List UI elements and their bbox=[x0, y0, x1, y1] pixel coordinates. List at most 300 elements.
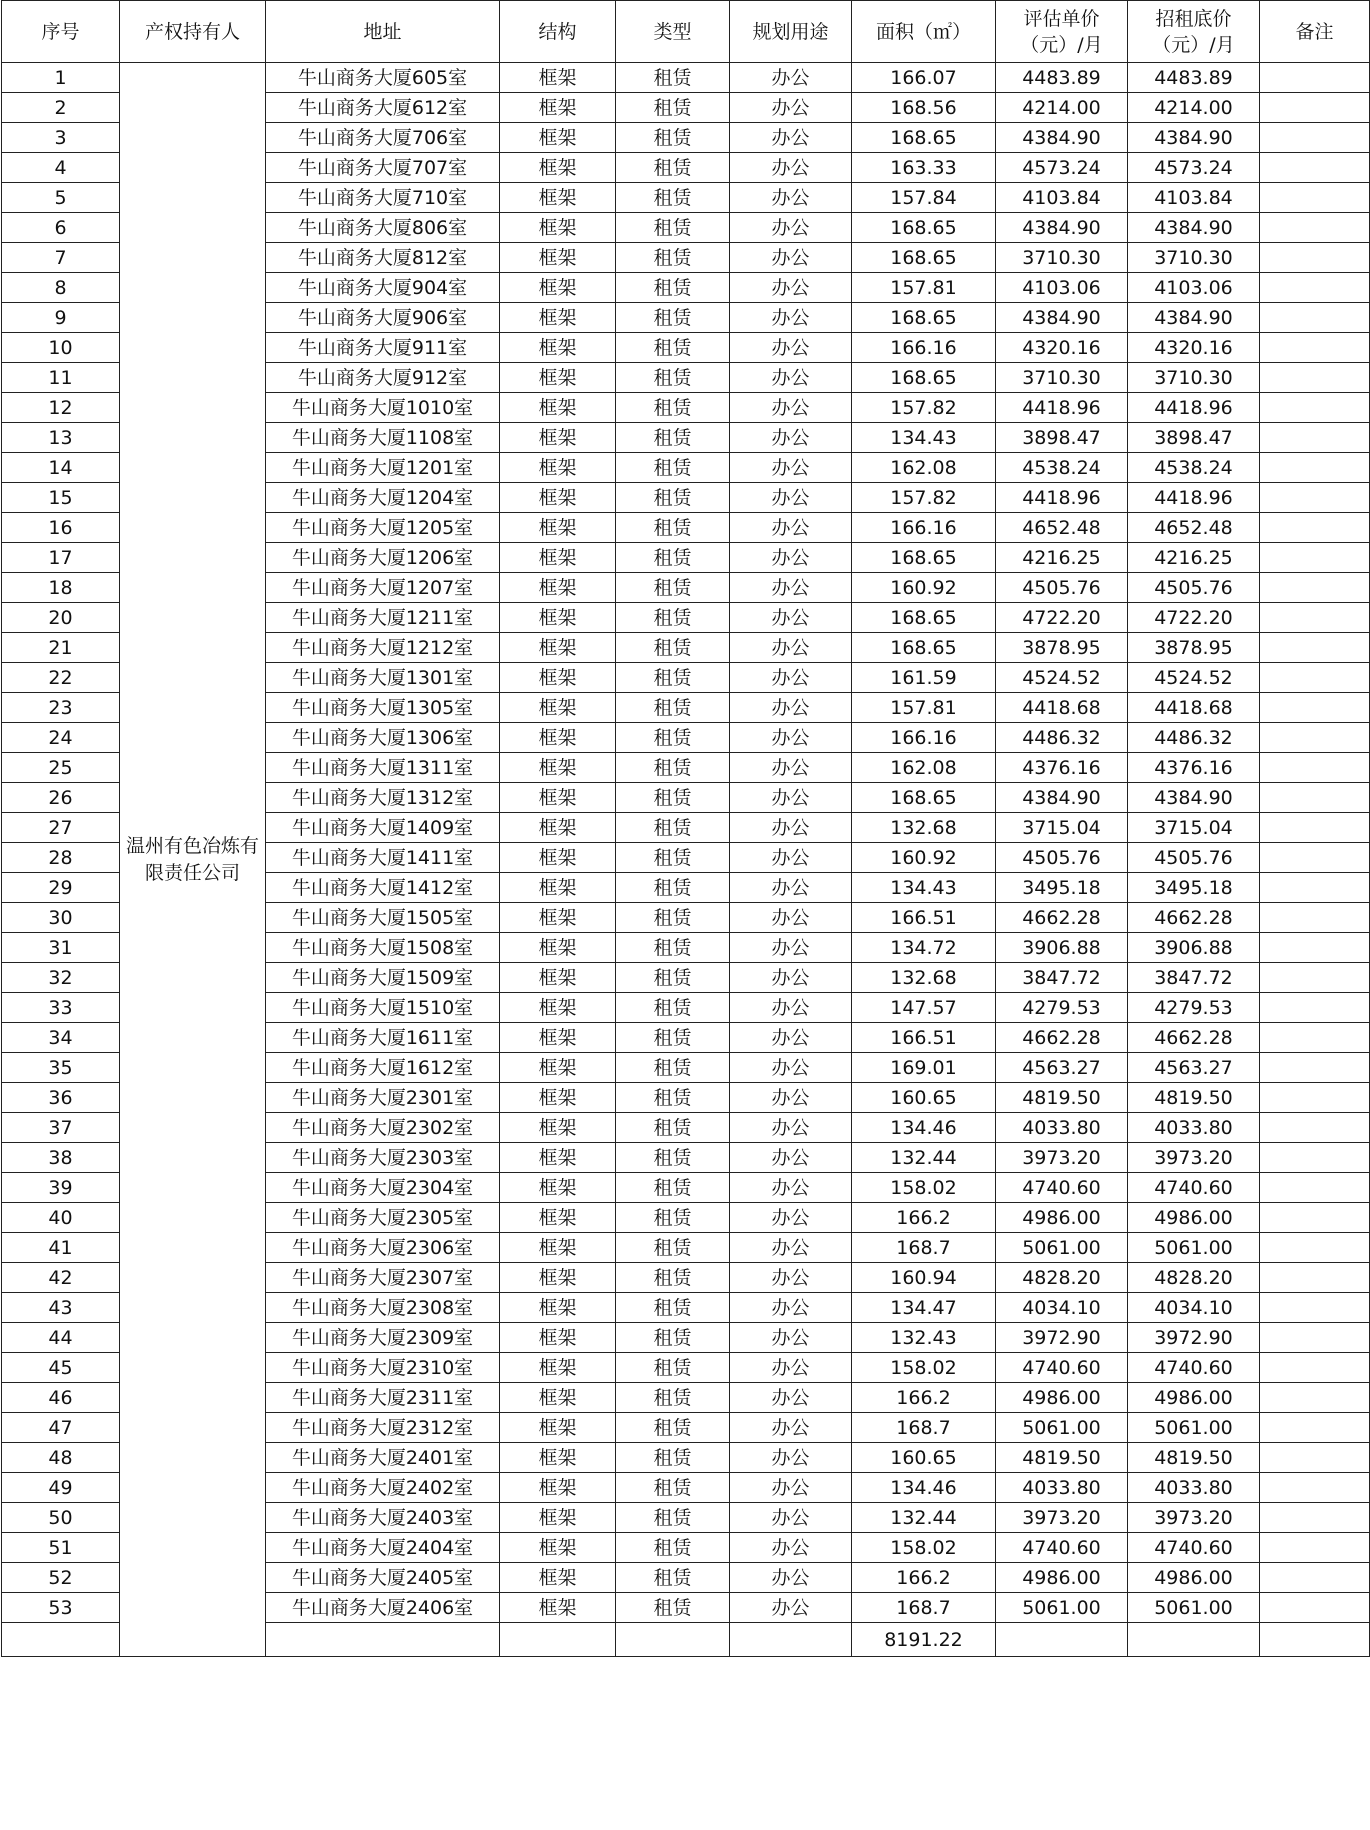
seq-cell: 52 bbox=[2, 1563, 120, 1593]
seq-cell: 24 bbox=[2, 723, 120, 753]
remark-cell bbox=[1260, 723, 1370, 753]
usage-cell: 办公 bbox=[730, 933, 852, 963]
usage-cell: 办公 bbox=[730, 1143, 852, 1173]
address-cell: 牛山商务大厦1311室 bbox=[266, 753, 500, 783]
eval-price-cell: 4740.60 bbox=[996, 1353, 1128, 1383]
usage-cell: 办公 bbox=[730, 93, 852, 123]
eval-price-cell: 3973.20 bbox=[996, 1143, 1128, 1173]
remark-cell bbox=[1260, 783, 1370, 813]
eval-price-cell: 4563.27 bbox=[996, 1053, 1128, 1083]
structure-cell: 框架 bbox=[500, 213, 616, 243]
usage-cell: 办公 bbox=[730, 1413, 852, 1443]
address-cell: 牛山商务大厦1207室 bbox=[266, 573, 500, 603]
structure-cell: 框架 bbox=[500, 693, 616, 723]
eval-price-cell: 3715.04 bbox=[996, 813, 1128, 843]
eval-price-cell: 4384.90 bbox=[996, 123, 1128, 153]
reserve-price-cell: 4103.84 bbox=[1128, 183, 1260, 213]
area-cell: 132.44 bbox=[852, 1143, 996, 1173]
structure-cell: 框架 bbox=[500, 1083, 616, 1113]
eval-price-cell: 4740.60 bbox=[996, 1533, 1128, 1563]
area-cell: 166.16 bbox=[852, 513, 996, 543]
remark-cell bbox=[1260, 453, 1370, 483]
reserve-price-cell: 4740.60 bbox=[1128, 1353, 1260, 1383]
reserve-price-cell: 4662.28 bbox=[1128, 903, 1260, 933]
usage-cell: 办公 bbox=[730, 1083, 852, 1113]
structure-cell: 框架 bbox=[500, 1563, 616, 1593]
type-cell: 租赁 bbox=[616, 423, 730, 453]
reserve-price-cell: 4573.24 bbox=[1128, 153, 1260, 183]
seq-cell: 44 bbox=[2, 1323, 120, 1353]
structure-cell: 框架 bbox=[500, 1593, 616, 1623]
usage-cell: 办公 bbox=[730, 1233, 852, 1263]
reserve-price-cell: 5061.00 bbox=[1128, 1593, 1260, 1623]
eval-price-cell: 4486.32 bbox=[996, 723, 1128, 753]
address-cell: 牛山商务大厦2405室 bbox=[266, 1563, 500, 1593]
reserve-price-cell: 4384.90 bbox=[1128, 123, 1260, 153]
seq-cell: 30 bbox=[2, 903, 120, 933]
seq-cell: 16 bbox=[2, 513, 120, 543]
reserve-price-cell: 4033.80 bbox=[1128, 1113, 1260, 1143]
seq-cell: 7 bbox=[2, 243, 120, 273]
area-cell: 160.65 bbox=[852, 1443, 996, 1473]
total-remark-cell bbox=[1260, 1623, 1370, 1657]
seq-cell: 25 bbox=[2, 753, 120, 783]
seq-cell: 51 bbox=[2, 1533, 120, 1563]
address-cell: 牛山商务大厦1010室 bbox=[266, 393, 500, 423]
reserve-price-cell: 4505.76 bbox=[1128, 843, 1260, 873]
type-cell: 租赁 bbox=[616, 333, 730, 363]
type-cell: 租赁 bbox=[616, 903, 730, 933]
reserve-price-cell: 3898.47 bbox=[1128, 423, 1260, 453]
type-cell: 租赁 bbox=[616, 393, 730, 423]
usage-cell: 办公 bbox=[730, 633, 852, 663]
address-cell: 牛山商务大厦1204室 bbox=[266, 483, 500, 513]
seq-cell: 15 bbox=[2, 483, 120, 513]
reserve-price-cell: 4384.90 bbox=[1128, 213, 1260, 243]
type-cell: 租赁 bbox=[616, 873, 730, 903]
remark-cell bbox=[1260, 1113, 1370, 1143]
remark-cell bbox=[1260, 1473, 1370, 1503]
remark-cell bbox=[1260, 273, 1370, 303]
usage-cell: 办公 bbox=[730, 1023, 852, 1053]
remark-cell bbox=[1260, 1323, 1370, 1353]
type-cell: 租赁 bbox=[616, 1263, 730, 1293]
reserve-price-cell: 4033.80 bbox=[1128, 1473, 1260, 1503]
area-cell: 168.65 bbox=[852, 213, 996, 243]
type-cell: 租赁 bbox=[616, 993, 730, 1023]
usage-cell: 办公 bbox=[730, 1263, 852, 1293]
structure-cell: 框架 bbox=[500, 333, 616, 363]
area-cell: 168.56 bbox=[852, 93, 996, 123]
remark-cell bbox=[1260, 1503, 1370, 1533]
area-cell: 161.59 bbox=[852, 663, 996, 693]
remark-cell bbox=[1260, 903, 1370, 933]
eval-price-cell: 3972.90 bbox=[996, 1323, 1128, 1353]
usage-cell: 办公 bbox=[730, 963, 852, 993]
usage-cell: 办公 bbox=[730, 183, 852, 213]
address-cell: 牛山商务大厦2307室 bbox=[266, 1263, 500, 1293]
eval-price-cell: 5061.00 bbox=[996, 1413, 1128, 1443]
address-cell: 牛山商务大厦1211室 bbox=[266, 603, 500, 633]
seq-cell: 33 bbox=[2, 993, 120, 1023]
reserve-price-cell: 3715.04 bbox=[1128, 813, 1260, 843]
eval-price-cell: 4505.76 bbox=[996, 843, 1128, 873]
reserve-price-cell: 4828.20 bbox=[1128, 1263, 1260, 1293]
usage-cell: 办公 bbox=[730, 513, 852, 543]
total-usage-cell bbox=[730, 1623, 852, 1657]
address-cell: 牛山商务大厦912室 bbox=[266, 363, 500, 393]
seq-cell: 6 bbox=[2, 213, 120, 243]
remark-cell bbox=[1260, 303, 1370, 333]
type-cell: 租赁 bbox=[616, 1443, 730, 1473]
usage-cell: 办公 bbox=[730, 1443, 852, 1473]
address-cell: 牛山商务大厦1306室 bbox=[266, 723, 500, 753]
reserve-price-cell: 3710.30 bbox=[1128, 243, 1260, 273]
total-type-cell bbox=[616, 1623, 730, 1657]
usage-cell: 办公 bbox=[730, 483, 852, 513]
seq-cell: 18 bbox=[2, 573, 120, 603]
area-cell: 134.46 bbox=[852, 1473, 996, 1503]
type-cell: 租赁 bbox=[616, 1053, 730, 1083]
reserve-price-cell: 4505.76 bbox=[1128, 573, 1260, 603]
structure-cell: 框架 bbox=[500, 993, 616, 1023]
address-cell: 牛山商务大厦2309室 bbox=[266, 1323, 500, 1353]
table-body bbox=[2, 63, 1370, 1657]
area-cell: 132.43 bbox=[852, 1323, 996, 1353]
address-cell: 牛山商务大厦2301室 bbox=[266, 1083, 500, 1113]
reserve-price-cell: 4216.25 bbox=[1128, 543, 1260, 573]
type-cell: 租赁 bbox=[616, 1173, 730, 1203]
seq-cell: 39 bbox=[2, 1173, 120, 1203]
structure-cell: 框架 bbox=[500, 153, 616, 183]
type-cell: 租赁 bbox=[616, 1473, 730, 1503]
area-cell: 166.16 bbox=[852, 333, 996, 363]
reserve-price-cell: 4418.96 bbox=[1128, 483, 1260, 513]
remark-cell bbox=[1260, 363, 1370, 393]
remark-cell bbox=[1260, 603, 1370, 633]
address-cell: 牛山商务大厦812室 bbox=[266, 243, 500, 273]
structure-cell: 框架 bbox=[500, 753, 616, 783]
address-cell: 牛山商务大厦2404室 bbox=[266, 1533, 500, 1563]
area-cell: 157.81 bbox=[852, 273, 996, 303]
usage-cell: 办公 bbox=[730, 423, 852, 453]
remark-cell bbox=[1260, 1023, 1370, 1053]
reserve-price-cell: 4563.27 bbox=[1128, 1053, 1260, 1083]
remark-cell bbox=[1260, 963, 1370, 993]
area-cell: 166.2 bbox=[852, 1383, 996, 1413]
area-cell: 168.65 bbox=[852, 783, 996, 813]
eval-price-cell: 4524.52 bbox=[996, 663, 1128, 693]
reserve-price-cell: 4486.32 bbox=[1128, 723, 1260, 753]
address-cell: 牛山商务大厦911室 bbox=[266, 333, 500, 363]
address-cell: 牛山商务大厦906室 bbox=[266, 303, 500, 333]
remark-cell bbox=[1260, 183, 1370, 213]
eval-price-cell: 4505.76 bbox=[996, 573, 1128, 603]
area-cell: 168.7 bbox=[852, 1413, 996, 1443]
seq-cell: 47 bbox=[2, 1413, 120, 1443]
seq-cell: 22 bbox=[2, 663, 120, 693]
structure-cell: 框架 bbox=[500, 303, 616, 333]
remark-cell bbox=[1260, 873, 1370, 903]
usage-cell: 办公 bbox=[730, 693, 852, 723]
area-cell: 168.7 bbox=[852, 1233, 996, 1263]
area-cell: 147.57 bbox=[852, 993, 996, 1023]
address-cell: 牛山商务大厦1508室 bbox=[266, 933, 500, 963]
type-cell: 租赁 bbox=[616, 513, 730, 543]
reserve-price-cell: 4279.53 bbox=[1128, 993, 1260, 1023]
structure-cell: 框架 bbox=[500, 393, 616, 423]
remark-cell bbox=[1260, 93, 1370, 123]
usage-cell: 办公 bbox=[730, 123, 852, 153]
area-cell: 160.92 bbox=[852, 573, 996, 603]
eval-price-cell: 4819.50 bbox=[996, 1083, 1128, 1113]
seq-cell: 27 bbox=[2, 813, 120, 843]
structure-cell: 框架 bbox=[500, 963, 616, 993]
structure-cell: 框架 bbox=[500, 633, 616, 663]
usage-cell: 办公 bbox=[730, 1563, 852, 1593]
area-cell: 157.82 bbox=[852, 483, 996, 513]
total-address-cell bbox=[266, 1623, 500, 1657]
type-cell: 租赁 bbox=[616, 753, 730, 783]
eval-price-cell: 4573.24 bbox=[996, 153, 1128, 183]
usage-cell: 办公 bbox=[730, 1533, 852, 1563]
reserve-price-cell: 4986.00 bbox=[1128, 1563, 1260, 1593]
usage-cell: 办公 bbox=[730, 213, 852, 243]
eval-price-cell: 4828.20 bbox=[996, 1263, 1128, 1293]
area-cell: 132.44 bbox=[852, 1503, 996, 1533]
seq-cell: 11 bbox=[2, 363, 120, 393]
header-type: 类型 bbox=[616, 1, 730, 63]
seq-cell: 4 bbox=[2, 153, 120, 183]
seq-cell: 3 bbox=[2, 123, 120, 153]
eval-price-cell: 4819.50 bbox=[996, 1443, 1128, 1473]
structure-cell: 框架 bbox=[500, 1023, 616, 1053]
area-cell: 160.65 bbox=[852, 1083, 996, 1113]
usage-cell: 办公 bbox=[730, 1353, 852, 1383]
structure-cell: 框架 bbox=[500, 273, 616, 303]
remark-cell bbox=[1260, 813, 1370, 843]
seq-cell: 13 bbox=[2, 423, 120, 453]
remark-cell bbox=[1260, 243, 1370, 273]
area-cell: 168.65 bbox=[852, 543, 996, 573]
reserve-price-cell: 4652.48 bbox=[1128, 513, 1260, 543]
eval-price-cell: 4652.48 bbox=[996, 513, 1128, 543]
eval-price-cell: 3973.20 bbox=[996, 1503, 1128, 1533]
eval-price-cell: 3878.95 bbox=[996, 633, 1128, 663]
address-cell: 牛山商务大厦1510室 bbox=[266, 993, 500, 1023]
address-cell: 牛山商务大厦707室 bbox=[266, 153, 500, 183]
address-cell: 牛山商务大厦1509室 bbox=[266, 963, 500, 993]
eval-price-cell: 5061.00 bbox=[996, 1233, 1128, 1263]
address-cell: 牛山商务大厦612室 bbox=[266, 93, 500, 123]
remark-cell bbox=[1260, 1173, 1370, 1203]
type-cell: 租赁 bbox=[616, 783, 730, 813]
seq-cell: 20 bbox=[2, 603, 120, 633]
reserve-price-cell: 4384.90 bbox=[1128, 303, 1260, 333]
usage-cell: 办公 bbox=[730, 873, 852, 903]
structure-cell: 框架 bbox=[500, 1353, 616, 1383]
structure-cell: 框架 bbox=[500, 723, 616, 753]
eval-price-cell: 4103.84 bbox=[996, 183, 1128, 213]
structure-cell: 框架 bbox=[500, 663, 616, 693]
address-cell: 牛山商务大厦806室 bbox=[266, 213, 500, 243]
eval-price-cell: 4384.90 bbox=[996, 783, 1128, 813]
address-cell: 牛山商务大厦605室 bbox=[266, 63, 500, 93]
structure-cell: 框架 bbox=[500, 603, 616, 633]
address-cell: 牛山商务大厦2304室 bbox=[266, 1173, 500, 1203]
type-cell: 租赁 bbox=[616, 1143, 730, 1173]
remark-cell bbox=[1260, 1413, 1370, 1443]
seq-cell: 1 bbox=[2, 63, 120, 93]
seq-cell: 29 bbox=[2, 873, 120, 903]
structure-cell: 框架 bbox=[500, 933, 616, 963]
remark-cell bbox=[1260, 423, 1370, 453]
type-cell: 租赁 bbox=[616, 633, 730, 663]
area-cell: 134.47 bbox=[852, 1293, 996, 1323]
type-cell: 租赁 bbox=[616, 693, 730, 723]
seq-cell: 45 bbox=[2, 1353, 120, 1383]
reserve-price-cell: 4740.60 bbox=[1128, 1533, 1260, 1563]
area-cell: 166.51 bbox=[852, 1023, 996, 1053]
type-cell: 租赁 bbox=[616, 483, 730, 513]
eval-price-cell: 4033.80 bbox=[996, 1113, 1128, 1143]
eval-price-cell: 4384.90 bbox=[996, 303, 1128, 333]
remark-cell bbox=[1260, 1083, 1370, 1113]
seq-cell: 34 bbox=[2, 1023, 120, 1053]
address-cell: 牛山商务大厦1305室 bbox=[266, 693, 500, 723]
area-cell: 160.94 bbox=[852, 1263, 996, 1293]
seq-cell: 41 bbox=[2, 1233, 120, 1263]
structure-cell: 框架 bbox=[500, 813, 616, 843]
reserve-price-cell: 4986.00 bbox=[1128, 1383, 1260, 1413]
area-cell: 160.92 bbox=[852, 843, 996, 873]
usage-cell: 办公 bbox=[730, 333, 852, 363]
reserve-price-cell: 3847.72 bbox=[1128, 963, 1260, 993]
total-seq-cell bbox=[2, 1623, 120, 1657]
rental-listing-table bbox=[1, 0, 1370, 1657]
type-cell: 租赁 bbox=[616, 63, 730, 93]
address-cell: 牛山商务大厦1205室 bbox=[266, 513, 500, 543]
seq-cell: 35 bbox=[2, 1053, 120, 1083]
seq-cell: 9 bbox=[2, 303, 120, 333]
type-cell: 租赁 bbox=[616, 1593, 730, 1623]
total-reserve-price-cell bbox=[1128, 1623, 1260, 1657]
area-cell: 166.16 bbox=[852, 723, 996, 753]
structure-cell: 框架 bbox=[500, 843, 616, 873]
remark-cell bbox=[1260, 1563, 1370, 1593]
type-cell: 租赁 bbox=[616, 273, 730, 303]
area-cell: 132.68 bbox=[852, 813, 996, 843]
type-cell: 租赁 bbox=[616, 663, 730, 693]
remark-cell bbox=[1260, 633, 1370, 663]
remark-cell bbox=[1260, 513, 1370, 543]
usage-cell: 办公 bbox=[730, 1053, 852, 1083]
address-cell: 牛山商务大厦1612室 bbox=[266, 1053, 500, 1083]
structure-cell: 框架 bbox=[500, 1443, 616, 1473]
total-area-cell: 8191.22 bbox=[852, 1623, 996, 1657]
usage-cell: 办公 bbox=[730, 903, 852, 933]
usage-cell: 办公 bbox=[730, 1113, 852, 1143]
address-cell: 牛山商务大厦1301室 bbox=[266, 663, 500, 693]
address-cell: 牛山商务大厦1201室 bbox=[266, 453, 500, 483]
usage-cell: 办公 bbox=[730, 993, 852, 1023]
address-cell: 牛山商务大厦2311室 bbox=[266, 1383, 500, 1413]
structure-cell: 框架 bbox=[500, 243, 616, 273]
remark-cell bbox=[1260, 1203, 1370, 1233]
eval-price-cell: 4722.20 bbox=[996, 603, 1128, 633]
eval-price-cell: 4214.00 bbox=[996, 93, 1128, 123]
area-cell: 166.07 bbox=[852, 63, 996, 93]
usage-cell: 办公 bbox=[730, 453, 852, 483]
eval-price-cell: 4418.96 bbox=[996, 483, 1128, 513]
structure-cell: 框架 bbox=[500, 1293, 616, 1323]
type-cell: 租赁 bbox=[616, 1503, 730, 1533]
reserve-price-cell: 4418.68 bbox=[1128, 693, 1260, 723]
eval-price-cell: 4538.24 bbox=[996, 453, 1128, 483]
usage-cell: 办公 bbox=[730, 363, 852, 393]
header-remark: 备注 bbox=[1260, 1, 1370, 63]
seq-cell: 48 bbox=[2, 1443, 120, 1473]
address-cell: 牛山商务大厦2308室 bbox=[266, 1293, 500, 1323]
area-cell: 158.02 bbox=[852, 1533, 996, 1563]
eval-price-cell: 3898.47 bbox=[996, 423, 1128, 453]
reserve-price-cell: 4740.60 bbox=[1128, 1173, 1260, 1203]
type-cell: 租赁 bbox=[616, 1203, 730, 1233]
usage-cell: 办公 bbox=[730, 813, 852, 843]
address-cell: 牛山商务大厦904室 bbox=[266, 273, 500, 303]
type-cell: 租赁 bbox=[616, 183, 730, 213]
reserve-price-cell: 4986.00 bbox=[1128, 1203, 1260, 1233]
eval-price-cell: 4483.89 bbox=[996, 63, 1128, 93]
reserve-price-cell: 4320.16 bbox=[1128, 333, 1260, 363]
usage-cell: 办公 bbox=[730, 1473, 852, 1503]
area-cell: 157.82 bbox=[852, 393, 996, 423]
usage-cell: 办公 bbox=[730, 153, 852, 183]
reserve-price-cell: 3878.95 bbox=[1128, 633, 1260, 663]
usage-cell: 办公 bbox=[730, 663, 852, 693]
address-cell: 牛山商务大厦2401室 bbox=[266, 1443, 500, 1473]
reserve-price-cell: 5061.00 bbox=[1128, 1233, 1260, 1263]
reserve-price-cell: 4483.89 bbox=[1128, 63, 1260, 93]
eval-price-cell: 4986.00 bbox=[996, 1203, 1128, 1233]
remark-cell bbox=[1260, 1383, 1370, 1413]
address-cell: 牛山商务大厦1411室 bbox=[266, 843, 500, 873]
structure-cell: 框架 bbox=[500, 783, 616, 813]
type-cell: 租赁 bbox=[616, 1293, 730, 1323]
area-cell: 166.51 bbox=[852, 903, 996, 933]
usage-cell: 办公 bbox=[730, 603, 852, 633]
structure-cell: 框架 bbox=[500, 1263, 616, 1293]
reserve-price-cell: 3973.20 bbox=[1128, 1143, 1260, 1173]
structure-cell: 框架 bbox=[500, 1203, 616, 1233]
reserve-price-cell: 4214.00 bbox=[1128, 93, 1260, 123]
area-cell: 168.65 bbox=[852, 123, 996, 153]
eval-price-cell: 4662.28 bbox=[996, 903, 1128, 933]
type-cell: 租赁 bbox=[616, 243, 730, 273]
structure-cell: 框架 bbox=[500, 93, 616, 123]
usage-cell: 办公 bbox=[730, 243, 852, 273]
seq-cell: 53 bbox=[2, 1593, 120, 1623]
remark-cell bbox=[1260, 393, 1370, 423]
remark-cell bbox=[1260, 213, 1370, 243]
remark-cell bbox=[1260, 333, 1370, 363]
type-cell: 租赁 bbox=[616, 303, 730, 333]
reserve-price-cell: 3972.90 bbox=[1128, 1323, 1260, 1353]
area-cell: 168.65 bbox=[852, 303, 996, 333]
structure-cell: 框架 bbox=[500, 1533, 616, 1563]
area-cell: 157.84 bbox=[852, 183, 996, 213]
area-cell: 134.43 bbox=[852, 873, 996, 903]
